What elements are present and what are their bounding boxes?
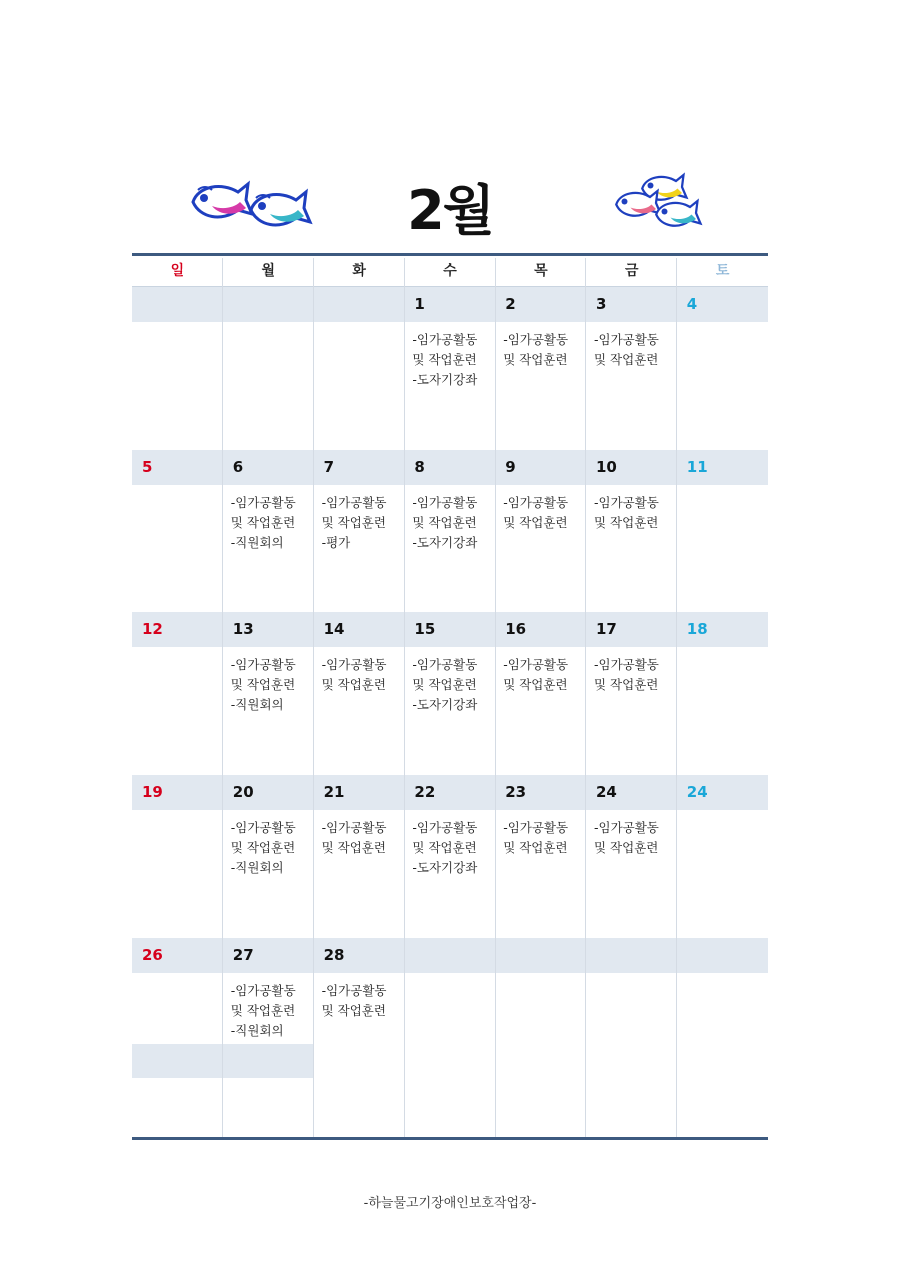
grid-line	[404, 258, 405, 1137]
grid-line	[676, 258, 677, 1137]
day-number: 18	[686, 620, 708, 638]
event-line: -임가공활동	[594, 820, 659, 835]
grid-line	[222, 258, 223, 1137]
event-line: 및 작업훈련	[230, 840, 296, 855]
event-line: 및 작업훈련	[503, 677, 568, 692]
day-number: 13	[232, 620, 254, 638]
event-line: -직원회의	[230, 860, 284, 875]
event-line: -임가공활동	[321, 983, 387, 998]
event-line: -임가공활동	[594, 495, 659, 510]
event-list	[231, 981, 296, 1041]
day-number: 14	[323, 620, 345, 638]
bottom-rule	[132, 1137, 768, 1140]
day-number: 16	[505, 620, 527, 638]
event-line: -임가공활동	[503, 657, 569, 672]
event-line: -직원회의	[230, 535, 284, 550]
grid-line	[585, 258, 586, 1137]
day-number: 10	[596, 458, 617, 476]
week-1-band	[132, 287, 768, 322]
event-line: -임가공활동	[503, 820, 569, 835]
day-number: 26	[142, 946, 163, 964]
event-line: 및 작업훈련	[412, 840, 477, 855]
weekday-friday: 금	[624, 263, 639, 279]
day-number: 6	[232, 458, 244, 476]
event-list	[231, 493, 296, 553]
page-title: 2월	[407, 179, 493, 242]
event-line: 및 작업훈련	[321, 1003, 386, 1018]
event-line: 및 작업훈련	[412, 677, 477, 692]
event-line: -임가공활동	[321, 657, 387, 672]
event-line: 및 작업훈련	[230, 1003, 296, 1018]
event-line: -평가	[321, 535, 351, 550]
day-number: 28	[323, 946, 345, 964]
day-number: 27	[232, 946, 254, 964]
event-line: 및 작업훈련	[594, 840, 659, 855]
event-list	[322, 981, 387, 1021]
event-list	[503, 655, 568, 695]
event-list	[503, 493, 568, 533]
event-list	[412, 330, 477, 390]
day-number: 23	[505, 783, 527, 801]
weekday-saturday: 토	[715, 263, 730, 279]
event-line: -도자기강좌	[412, 697, 478, 712]
day-number: 11	[686, 458, 708, 476]
event-line: 및 작업훈련	[230, 515, 296, 530]
event-line: -임가공활동	[594, 657, 659, 672]
event-line: 및 작업훈련	[412, 352, 477, 367]
day-number: 4	[686, 295, 698, 313]
event-line: -임가공활동	[594, 332, 659, 347]
event-line: 및 작업훈련	[230, 677, 296, 692]
event-line: 및 작업훈련	[503, 515, 568, 530]
event-line: 및 작업훈련	[594, 515, 659, 530]
day-number: 7	[323, 458, 335, 476]
event-line: -임가공활동	[230, 657, 296, 672]
event-line: 및 작업훈련	[594, 677, 659, 692]
event-list	[322, 655, 387, 695]
event-line: -임가공활동	[412, 657, 478, 672]
event-list	[594, 655, 659, 695]
day-number: 8	[414, 458, 425, 476]
event-list	[594, 493, 659, 533]
grid-line	[495, 258, 496, 1137]
event-line: -직원회의	[230, 697, 284, 712]
weekday-thursday: 목	[534, 263, 548, 279]
weekday-monday: 월	[261, 263, 276, 279]
day-number: 19	[142, 783, 163, 801]
event-list	[231, 655, 296, 715]
event-list	[412, 655, 477, 715]
day-number: 20	[232, 783, 254, 801]
event-line: 및 작업훈련	[594, 352, 659, 367]
event-line: -임가공활동	[412, 495, 478, 510]
event-line: -임가공활동	[230, 983, 296, 998]
event-line: 및 작업훈련	[321, 677, 386, 692]
day-number: 3	[596, 295, 607, 313]
day-number: 24	[686, 783, 708, 801]
event-line: -임가공활동	[412, 820, 478, 835]
week-4-band	[132, 775, 768, 810]
event-line: -도자기강좌	[412, 860, 478, 875]
day-number: 22	[414, 783, 436, 801]
event-list	[503, 818, 568, 858]
grid-line	[313, 258, 314, 1137]
day-number: 17	[596, 620, 617, 638]
week-5-band	[132, 938, 768, 973]
weekday-header	[132, 258, 768, 287]
week-2-band	[132, 450, 768, 485]
event-line: -임가공활동	[230, 820, 296, 835]
week-3-band	[132, 612, 768, 647]
footer-text: -하늘물고기장애인보호작업장-	[363, 1196, 537, 1211]
event-list	[594, 818, 659, 858]
event-list	[322, 493, 387, 553]
event-line: 및 작업훈련	[503, 840, 568, 855]
event-list	[231, 818, 296, 878]
top-rule	[132, 253, 768, 256]
event-line: -임가공활동	[412, 332, 478, 347]
event-line: -직원회의	[230, 1023, 284, 1038]
day-number: 1	[414, 295, 425, 313]
event-line: 및 작업훈련	[321, 840, 386, 855]
event-line: 및 작업훈련	[503, 352, 568, 367]
event-line: -임가공활동	[503, 495, 569, 510]
event-line: -도자기강좌	[412, 372, 478, 387]
event-line: -임가공활동	[321, 820, 387, 835]
event-list	[412, 493, 477, 553]
day-number: 24	[596, 783, 617, 801]
event-list	[412, 818, 477, 878]
event-line: -임가공활동	[503, 332, 569, 347]
event-list	[594, 330, 659, 370]
day-number: 21	[323, 783, 345, 801]
event-line: 및 작업훈련	[321, 515, 386, 530]
day-number: 2	[505, 295, 516, 313]
weekday-tuesday: 화	[352, 263, 366, 279]
event-line: -도자기강좌	[412, 535, 478, 550]
day-number: 15	[414, 620, 436, 638]
event-line: -임가공활동	[321, 495, 387, 510]
day-number: 5	[142, 458, 153, 476]
event-line: -임가공활동	[230, 495, 296, 510]
event-list	[503, 330, 568, 370]
day-number: 9	[505, 458, 516, 476]
event-list	[322, 818, 387, 858]
day-number: 12	[142, 620, 163, 638]
weekday-sunday: 일	[170, 263, 185, 279]
weekday-wednesday: 수	[443, 263, 457, 279]
event-line: 및 작업훈련	[412, 515, 477, 530]
